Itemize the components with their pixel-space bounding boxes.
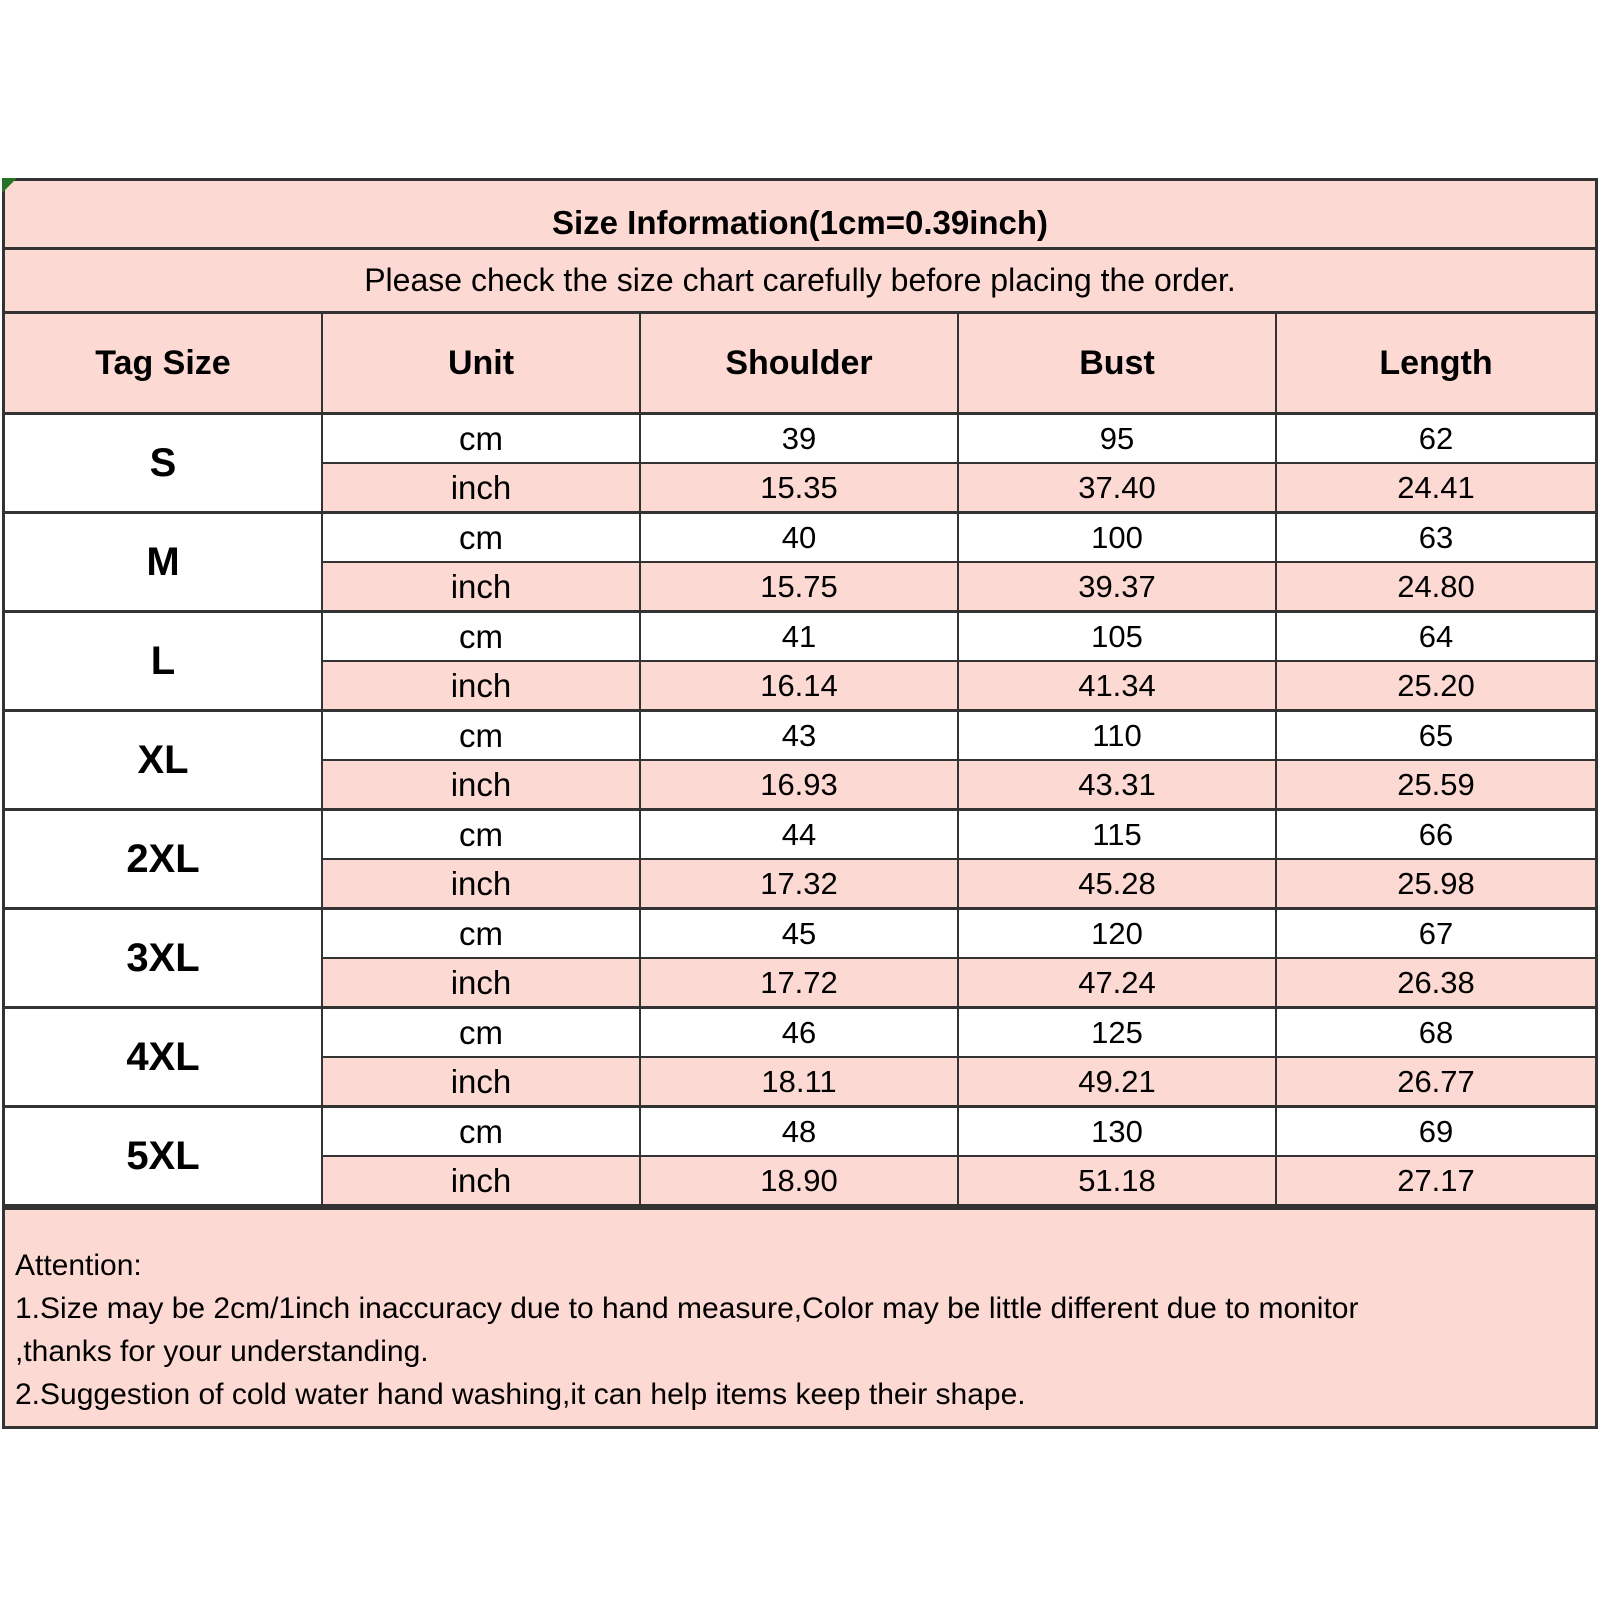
bust-value: 45.28 bbox=[959, 860, 1277, 907]
unit-label: cm bbox=[323, 712, 641, 759]
length-value: 24.41 bbox=[1397, 469, 1475, 505]
shoulder-value: 46 bbox=[641, 1009, 959, 1056]
cm-sub-row bbox=[323, 712, 1595, 761]
table-row-size-5xl bbox=[5, 1108, 1595, 1207]
inch-sub-row bbox=[323, 1157, 1595, 1204]
table-header-row bbox=[5, 314, 1595, 415]
bust-value: 47.24 bbox=[959, 959, 1277, 1006]
bust-value: 49.21 bbox=[959, 1058, 1277, 1105]
table-row-size-4xl bbox=[5, 1009, 1595, 1108]
unit-label: cm bbox=[323, 1009, 641, 1056]
length-value: 25.98 bbox=[1397, 865, 1475, 901]
attention-heading: Attention: bbox=[15, 1249, 142, 1282]
length-value: 64 bbox=[1418, 618, 1454, 654]
cm-sub-row bbox=[323, 910, 1595, 959]
length-value: 63 bbox=[1418, 519, 1454, 555]
table-row-size-xl bbox=[5, 712, 1595, 811]
inch-sub-row bbox=[323, 959, 1595, 1006]
unit-label: cm bbox=[323, 910, 641, 957]
cm-sub-row bbox=[323, 1009, 1595, 1058]
attention-line-2: 2.Suggestion of cold water hand washing,it can help items keep their shape. bbox=[15, 1378, 1026, 1411]
bust-value: 37.40 bbox=[959, 464, 1277, 511]
bust-value: 95 bbox=[959, 415, 1277, 462]
length-value: 25.59 bbox=[1397, 766, 1475, 802]
bust-value: 130 bbox=[959, 1108, 1277, 1155]
bust-value: 51.18 bbox=[959, 1157, 1277, 1204]
cm-sub-row bbox=[323, 1108, 1595, 1157]
inch-sub-row bbox=[323, 563, 1595, 610]
size-tag: L bbox=[5, 613, 323, 709]
shoulder-value: 45 bbox=[641, 910, 959, 957]
size-tag: M bbox=[5, 514, 323, 610]
unit-label: inch bbox=[323, 1157, 641, 1204]
inch-sub-row bbox=[323, 662, 1595, 709]
size-tag: S bbox=[5, 415, 323, 511]
column-header-length: Length bbox=[1379, 343, 1493, 382]
shoulder-value: 41 bbox=[641, 613, 959, 660]
length-value: 27.17 bbox=[1397, 1162, 1475, 1198]
bust-value: 100 bbox=[959, 514, 1277, 561]
length-value: 67 bbox=[1418, 915, 1454, 951]
sheet-subtitle: Please check the size chart carefully before placing the order. bbox=[364, 262, 1236, 298]
cm-sub-row bbox=[323, 514, 1595, 563]
shoulder-value: 17.72 bbox=[641, 959, 959, 1006]
bust-value: 105 bbox=[959, 613, 1277, 660]
shoulder-value: 39 bbox=[641, 415, 959, 462]
shoulder-value: 15.75 bbox=[641, 563, 959, 610]
table-row-size-l bbox=[5, 613, 1595, 712]
unit-label: cm bbox=[323, 415, 641, 462]
bust-value: 110 bbox=[959, 712, 1277, 759]
table-row-size-m bbox=[5, 514, 1595, 613]
size-tag: 2XL bbox=[5, 811, 323, 907]
column-header-unit: Unit bbox=[323, 314, 641, 412]
unit-label: inch bbox=[323, 761, 641, 808]
cm-sub-row bbox=[323, 415, 1595, 464]
size-tag: 5XL bbox=[5, 1108, 323, 1204]
shoulder-value: 40 bbox=[641, 514, 959, 561]
length-value: 24.80 bbox=[1397, 568, 1475, 604]
unit-label: inch bbox=[323, 1058, 641, 1105]
shoulder-value: 18.90 bbox=[641, 1157, 959, 1204]
shoulder-value: 16.14 bbox=[641, 662, 959, 709]
length-value: 66 bbox=[1418, 816, 1454, 852]
cm-sub-row bbox=[323, 613, 1595, 662]
inch-sub-row bbox=[323, 761, 1595, 808]
cm-sub-row bbox=[323, 811, 1595, 860]
unit-label: inch bbox=[323, 662, 641, 709]
table-row-size-s bbox=[5, 415, 1595, 514]
bust-value: 43.31 bbox=[959, 761, 1277, 808]
bust-value: 120 bbox=[959, 910, 1277, 957]
size-tag: XL bbox=[5, 712, 323, 808]
attention-note bbox=[5, 1207, 1595, 1426]
bust-value: 41.34 bbox=[959, 662, 1277, 709]
shoulder-value: 48 bbox=[641, 1108, 959, 1155]
size-tag: 3XL bbox=[5, 910, 323, 1006]
unit-label: cm bbox=[323, 613, 641, 660]
table-row-size-2xl bbox=[5, 811, 1595, 910]
unit-label: inch bbox=[323, 959, 641, 1006]
inch-sub-row bbox=[323, 1058, 1595, 1105]
bust-value: 125 bbox=[959, 1009, 1277, 1056]
attention-line-1: 1.Size may be 2cm/1inch inaccuracy due to hand measure,Color may be little different due to monitor bbox=[15, 1292, 1359, 1325]
attention-line-1-continued: ,thanks for your understanding. bbox=[15, 1335, 429, 1368]
inch-sub-row bbox=[323, 860, 1595, 907]
column-header-bust: Bust bbox=[959, 314, 1277, 412]
bust-value: 115 bbox=[959, 811, 1277, 858]
shoulder-value: 44 bbox=[641, 811, 959, 858]
unit-label: cm bbox=[323, 514, 641, 561]
corner-flag-icon bbox=[2, 178, 17, 193]
length-value: 25.20 bbox=[1397, 667, 1475, 703]
size-information-sheet bbox=[2, 178, 1598, 1429]
unit-label: inch bbox=[323, 464, 641, 511]
table-row-size-3xl bbox=[5, 910, 1595, 1009]
shoulder-value: 15.35 bbox=[641, 464, 959, 511]
length-value: 26.38 bbox=[1397, 964, 1475, 1000]
shoulder-value: 43 bbox=[641, 712, 959, 759]
shoulder-value: 18.11 bbox=[641, 1058, 959, 1105]
length-value: 26.77 bbox=[1397, 1063, 1475, 1099]
unit-label: cm bbox=[323, 811, 641, 858]
unit-label: cm bbox=[323, 1108, 641, 1155]
length-value: 69 bbox=[1418, 1113, 1454, 1149]
column-header-shoulder: Shoulder bbox=[641, 314, 959, 412]
inch-sub-row bbox=[323, 464, 1595, 511]
unit-label: inch bbox=[323, 860, 641, 907]
length-value: 65 bbox=[1418, 717, 1454, 753]
length-value: 68 bbox=[1418, 1014, 1454, 1050]
size-tag: 4XL bbox=[5, 1009, 323, 1105]
column-header-tag-size: Tag Size bbox=[5, 314, 323, 412]
length-value: 62 bbox=[1418, 420, 1454, 456]
bust-value: 39.37 bbox=[959, 563, 1277, 610]
unit-label: inch bbox=[323, 563, 641, 610]
sheet-subtitle-row bbox=[5, 250, 1595, 314]
shoulder-value: 16.93 bbox=[641, 761, 959, 808]
shoulder-value: 17.32 bbox=[641, 860, 959, 907]
sheet-title: Size Information(1cm=0.39inch) bbox=[551, 204, 1049, 241]
sheet-title-row bbox=[5, 181, 1595, 250]
